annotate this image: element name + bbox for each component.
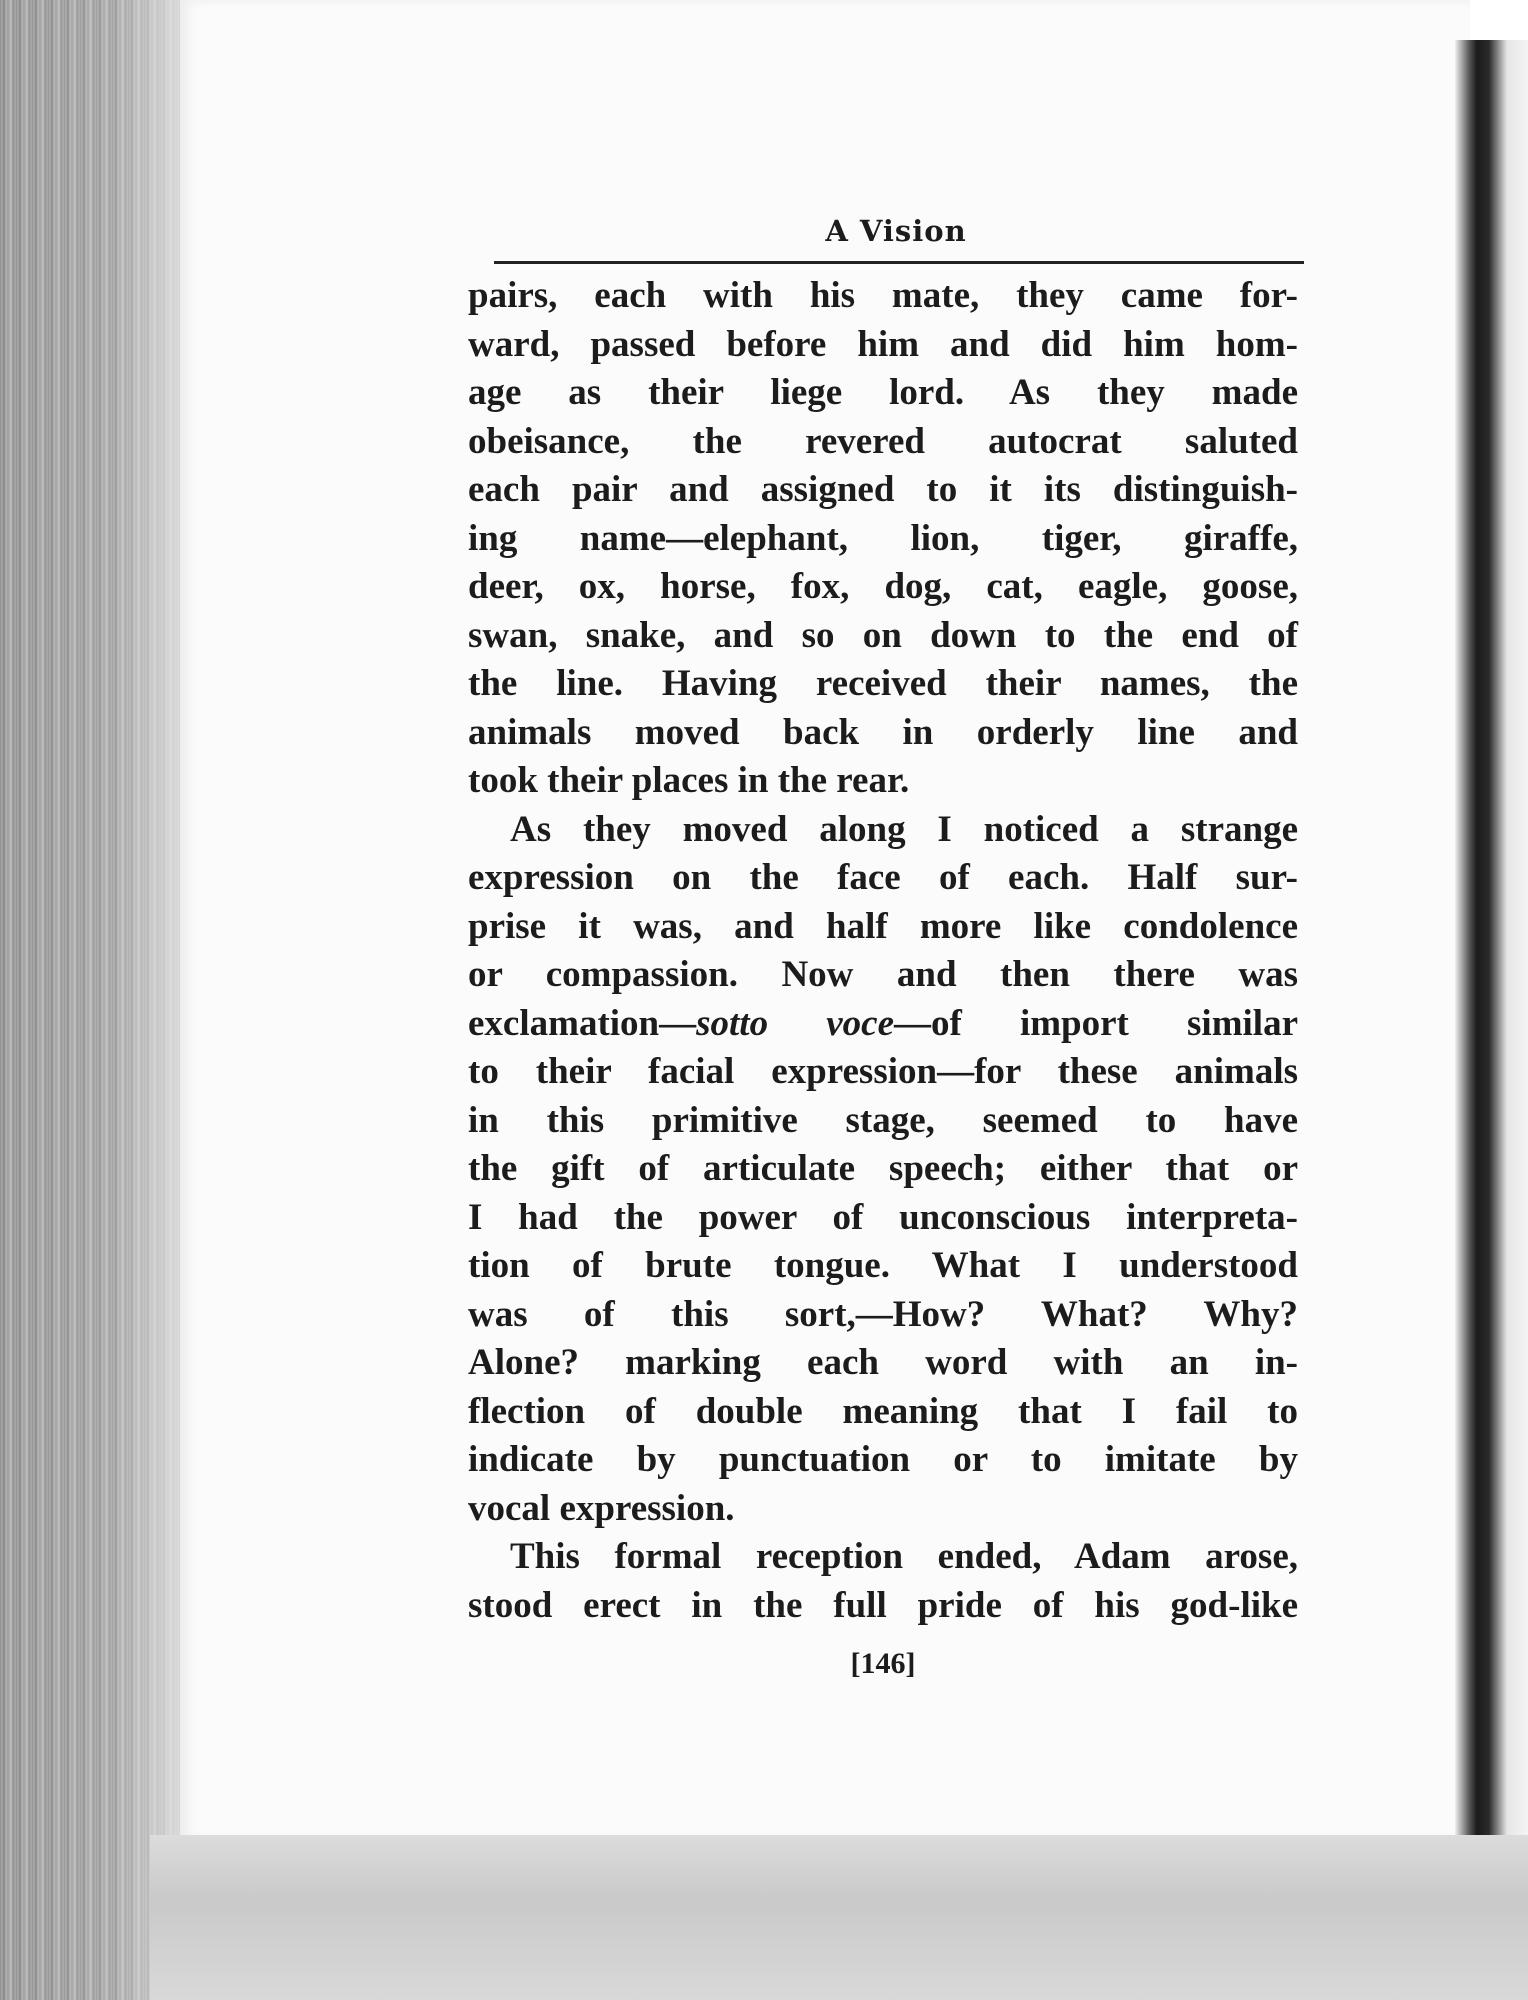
text-line: ing name—elephant, lion, tiger, giraffe, [468, 517, 1298, 559]
text-column [468, 205, 1298, 1688]
text-line: to their facial expression—for these animals [468, 1051, 1298, 1092]
book-page-edges [0, 0, 190, 2000]
text-line-paragraph-start: This formal reception ended, Adam arose, [510, 1536, 1298, 1577]
text-line: the gift of articulate speech; either that or [468, 1148, 1298, 1189]
text-line: I had the power of unconscious interpreta- [468, 1196, 1298, 1238]
text-line: was of this sort,—How? What? Why? [468, 1293, 1298, 1335]
text-line: flection of double meaning that I fail to [468, 1390, 1298, 1432]
text-line: stood erect in the full pride of his god-like [468, 1584, 1298, 1626]
text-line-paragraph-end: took their places in the rear. [468, 760, 910, 801]
text-fragment: —of import similar [894, 1002, 1298, 1044]
text-line: obeisance, the revered autocrat saluted [468, 420, 1298, 462]
text-line: swan, snake, and so on down to the end of [468, 614, 1298, 656]
text-line: indicate by punctuation or to imitate by [468, 1439, 1298, 1480]
text-line: ward, passed before him and did him hom- [468, 323, 1298, 365]
text-line: the line. Having received their names, the [468, 663, 1298, 704]
text-line-with-italic [468, 1000, 1298, 1049]
text-line: Alone? marking each word with an in- [468, 1342, 1298, 1383]
text-line: age as their liege lord. As they made [468, 372, 1298, 413]
text-line: tion of brute tongue. What I understood [468, 1245, 1298, 1286]
text-line-paragraph-start: As they moved along I noticed a strange [510, 808, 1298, 850]
text-line: in this primitive stage, seemed to have [468, 1099, 1298, 1141]
text-line: animals moved back in orderly line and [468, 711, 1298, 753]
text-line: prise it was, and half more like condolence [468, 905, 1298, 947]
running-head: A Vision [825, 214, 967, 248]
page-number: [146] [850, 1647, 916, 1680]
page-bottom-margin [150, 1835, 1528, 2000]
text-line: each pair and assigned to it its distinguish- [468, 469, 1298, 510]
text-line: pairs, each with his mate, they came for- [468, 275, 1298, 316]
body-text [468, 272, 1298, 1630]
text-fragment: exclamation— [468, 1002, 697, 1044]
header-rule [494, 261, 1304, 264]
text-line: expression on the face of each. Half sur- [468, 857, 1298, 898]
text-line: deer, ox, horse, fox, dog, cat, eagle, goose, [468, 566, 1298, 607]
text-line-paragraph-end: vocal expression. [468, 1487, 735, 1529]
text-line: or compassion. Now and then there was [468, 954, 1298, 995]
italic-phrase: sotto voce [696, 1002, 894, 1044]
book-gutter [1455, 40, 1528, 1840]
